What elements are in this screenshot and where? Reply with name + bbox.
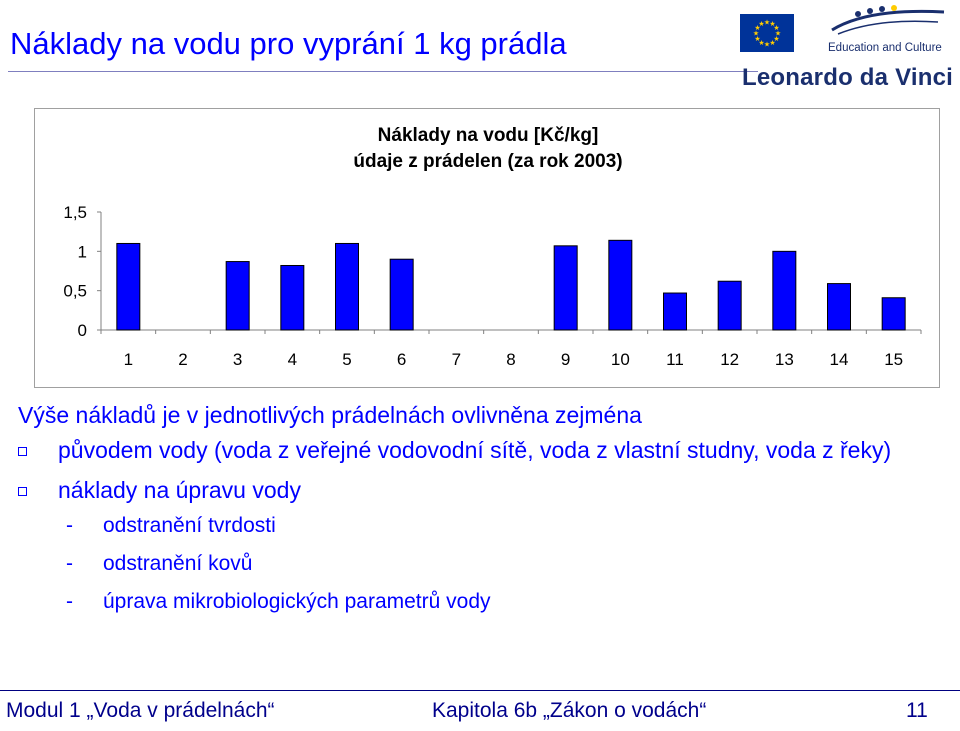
x-tick-label: 6 [396, 350, 407, 369]
footer-divider [0, 690, 960, 691]
flag-star-icon: ★ [754, 36, 761, 43]
x-tick-label: 7 [451, 350, 462, 369]
footer-page-number: 11 [906, 699, 928, 722]
footer-chapter: Kapitola 6b „Zákon o vodách“ [432, 699, 707, 722]
bar-chart [35, 109, 939, 387]
bar [554, 246, 577, 330]
eu-flag-icon [740, 14, 794, 52]
chart-title: Náklady na vodu [Kč/kg] [377, 125, 599, 146]
x-tick-label: 3 [232, 350, 243, 369]
x-tick-label: 12 [720, 350, 740, 369]
x-tick-label: 9 [560, 350, 571, 369]
x-tick-label: 8 [506, 350, 516, 369]
flag-star-icon: ★ [769, 20, 776, 28]
sub-item [18, 507, 948, 545]
flag-star-icon: ★ [769, 40, 776, 48]
flag-star-icon: ★ [758, 40, 765, 48]
x-tick-label: 13 [774, 350, 794, 369]
bar [226, 262, 249, 330]
x-tick-label: 10 [610, 350, 630, 369]
flag-star-icon: ★ [763, 41, 771, 49]
bullet-text: původem vody (voda z veřejné vodovodní sítě, voda z vlastní studny, voda z řeky) [58, 437, 892, 463]
title-divider [8, 71, 758, 72]
sub-item-text: odstranění tvrdosti [103, 514, 276, 537]
footer-module: Modul 1 „Voda v prádelnách“ [6, 699, 275, 722]
x-tick-label: 5 [342, 350, 352, 369]
programme-name: Leonardo da Vinci [742, 64, 953, 91]
chart-subtitle: údaje z prádelen (za rok 2003) [353, 151, 623, 172]
sub-item-text: odstranění kovů [103, 552, 253, 575]
flag-star-icon: ★ [773, 36, 780, 43]
square-bullet-icon [18, 447, 27, 456]
square-bullet-icon [18, 487, 27, 496]
x-tick-label: 4 [287, 350, 298, 369]
slide-title: Náklady na vodu pro vyprání 1 kg prádla [10, 26, 567, 61]
y-tick-label: 0,5 [63, 281, 87, 301]
bar [773, 251, 796, 330]
sub-item-text: úprava mikrobiologických parametrů vody [103, 590, 491, 613]
programme-line: Education and Culture [828, 42, 942, 54]
x-tick-label: 11 [666, 350, 684, 369]
sub-item [18, 583, 948, 621]
y-tick-label: 0 [77, 321, 87, 340]
bar [281, 265, 304, 330]
bar [609, 240, 632, 330]
sub-item [18, 545, 948, 583]
dash-marker: - [66, 552, 73, 575]
bullet-item [18, 474, 948, 507]
intro-text: Výše nákladů je v jednotlivých prádelnách ovlivněna zejména [18, 402, 642, 428]
leonardo-logo [740, 4, 954, 96]
flag-star-icon: ★ [752, 30, 760, 38]
flag-star-icon: ★ [754, 25, 761, 32]
flag-star-icon: ★ [773, 25, 780, 32]
dash-marker: - [66, 514, 73, 537]
x-tick-label: 14 [829, 350, 849, 369]
bar [117, 243, 140, 330]
bar [664, 293, 687, 330]
bullet-text: náklady na úpravu vody [58, 477, 301, 503]
dash-marker: - [66, 590, 73, 613]
body-content [18, 400, 948, 621]
y-tick-label: 1,5 [63, 203, 87, 222]
european-commission-icon [828, 4, 948, 38]
x-tick-label: 1 [123, 350, 134, 369]
chart-frame [34, 108, 940, 388]
bar [882, 298, 905, 330]
bar [718, 281, 741, 330]
x-tick-label: 2 [178, 350, 188, 369]
x-tick-label: 15 [884, 350, 904, 369]
flag-star-icon: ★ [763, 19, 771, 27]
bar [828, 284, 851, 330]
bar [336, 243, 359, 330]
flag-star-icon: ★ [758, 20, 765, 28]
bullet-item [18, 434, 948, 467]
bar [390, 259, 413, 330]
flag-star-icon: ★ [774, 30, 782, 38]
y-tick-label: 1 [77, 242, 87, 262]
